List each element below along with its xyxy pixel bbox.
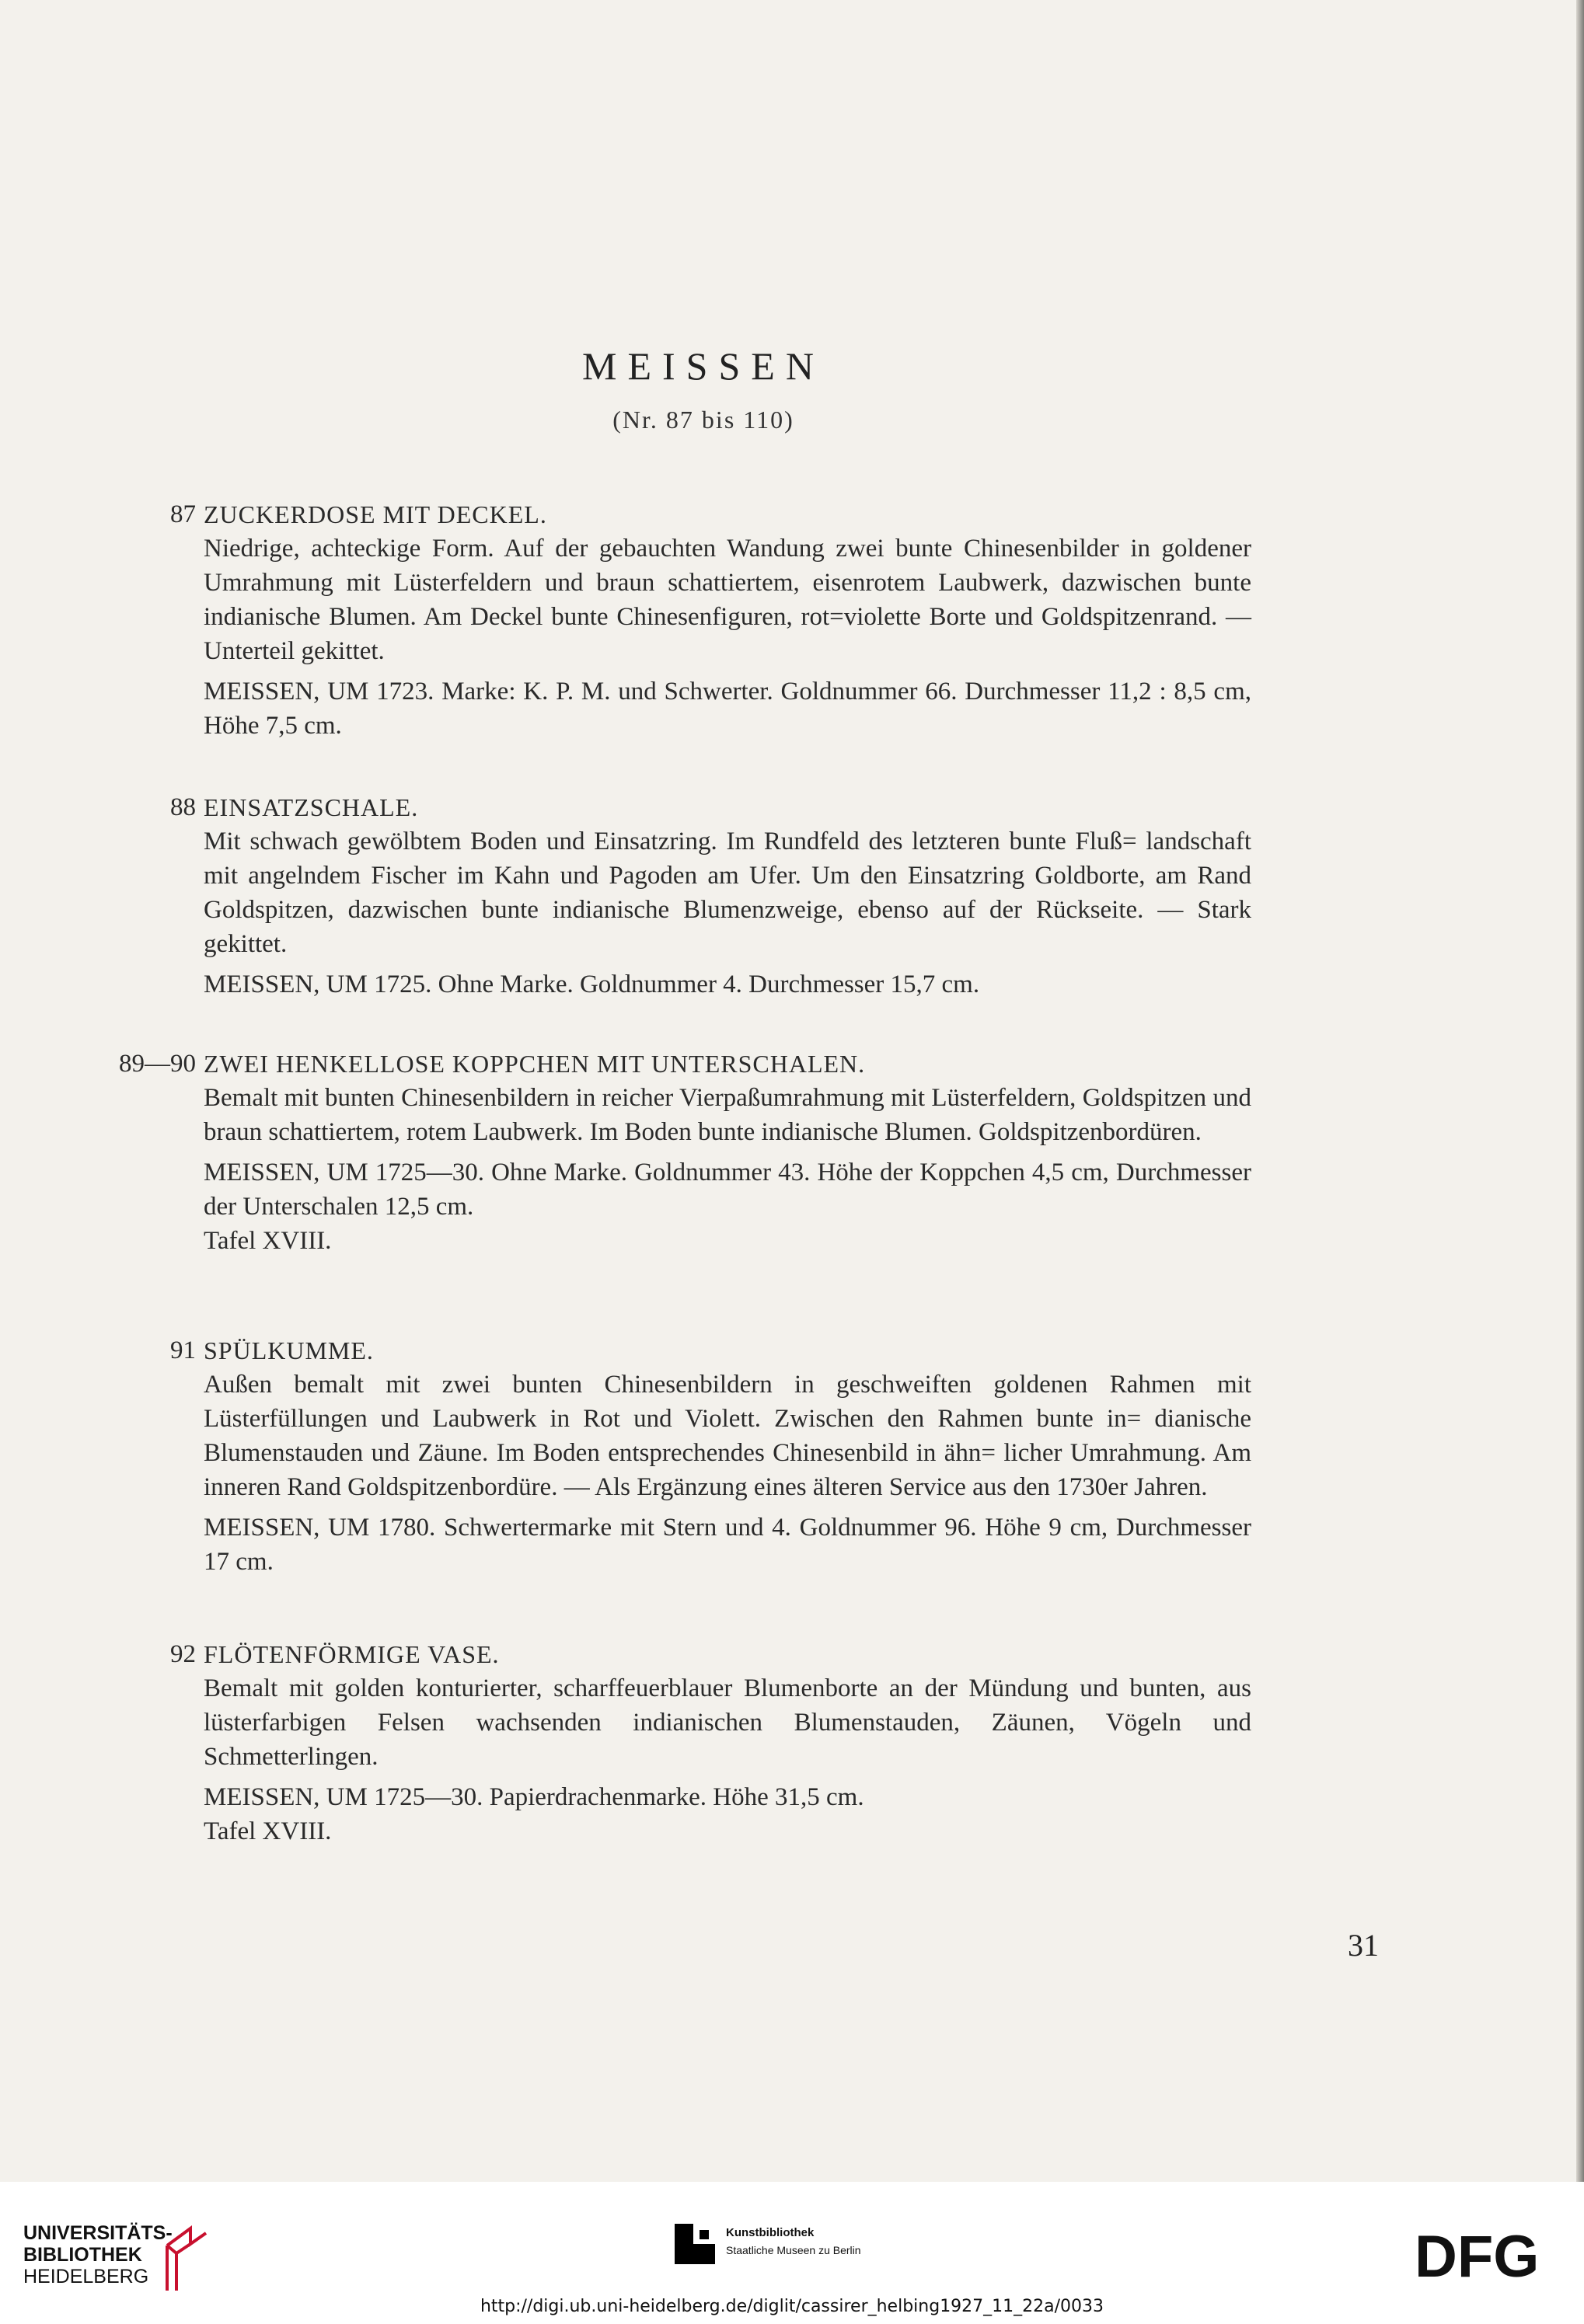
entry-number: 92 — [170, 1640, 196, 1668]
entry-description: Bemalt mit golden konturierter, scharffeuerblauer Blumenborte an der Mündung und bunten, aus lüsterfarbigen Felsen wachsenden indianischen Blumenstauden, Zäunen, Vögeln und Schmetterlingen. — [204, 1674, 1251, 1771]
entry-number: 87 — [170, 500, 196, 528]
kunstbibliothek-subtitle: Staatliche Museen zu Berlin — [726, 2244, 861, 2256]
entry-description: Bemalt mit bunten Chinesenbildern in reicher Vierpaßumrahmung mit Lüsterfeldern, Goldspitzen und braun schattiertem, rotem Laubwerk. Im Boden bunte indianische Blumen. Goldspitzenbordüren. — [204, 1084, 1251, 1146]
library-line-2: BIBLIOTHEK — [23, 2244, 142, 2266]
entry-body — [204, 1368, 1251, 1579]
university-library-logo[interactable] — [23, 2222, 173, 2287]
source-url[interactable]: http://digi.ub.uni-heidelberg.de/diglit/cassirer_helbing1927_11_22a/0033 — [480, 2297, 1104, 2316]
dfg-logo-text: DFG — [1415, 2228, 1540, 2283]
section-title: MEISSEN — [582, 344, 825, 388]
entry-plate-reference: Tafel XVIII. — [204, 1227, 332, 1255]
entry-description: Außen bemalt mit zwei bunten Chinesenbildern in geschweiften goldenen Rahmen mit Lüsterfüllungen und Laubwerk in Rot und Violett. Zwischen den Rahmen bunte in= dianische Blumenstauden und Zäune. Im Boden entsprechendes Chinesenbild in ähn= licher Umrahmung. Am inneren Rand Goldspitzenbordüre. — Als Ergänzung eines älteren Service aus den 1730er Jahren. — [204, 1371, 1251, 1501]
kunstbibliothek-text — [726, 2224, 861, 2259]
entry-info: MEISSEN, UM 1780. Schwertermarke mit Stern und 4. Goldnummer 96. Höhe 9 cm, Durchmesser 17 cm. — [204, 1514, 1251, 1576]
entry-body — [204, 531, 1251, 743]
kunstbibliothek-logo[interactable] — [675, 2224, 861, 2264]
entry-info: MEISSEN, UM 1725—30. Papierdrachenmarke. Höhe 31,5 cm. — [204, 1783, 864, 1811]
section-subtitle: (Nr. 87 bis 110) — [612, 406, 794, 434]
page-edge-shadow — [1576, 0, 1584, 2182]
library-line-1: UNIVERSITÄTS- — [23, 2222, 173, 2244]
entry-heading: FLÖTENFÖRMIGE VASE. — [204, 1640, 500, 1668]
entry-number: 88 — [170, 793, 196, 821]
entry-info: MEISSEN, UM 1725—30. Ohne Marke. Goldnummer 43. Höhe der Koppchen 4,5 cm, Durchmesser der Unterschalen 12,5 cm. — [204, 1159, 1251, 1221]
entry-body — [204, 824, 1251, 1002]
entry-plate-reference: Tafel XVIII. — [204, 1817, 332, 1845]
dfg-logo[interactable] — [1415, 2228, 1562, 2283]
entry-info: MEISSEN, UM 1725. Ohne Marke. Goldnummer 4. Durchmesser 15,7 cm. — [204, 970, 980, 998]
kunstbibliothek-title: Kunstbibliothek — [726, 2226, 815, 2239]
kunstbibliothek-emblem-icon — [675, 2224, 715, 2264]
entry-info: MEISSEN, UM 1723. Marke: K. P. M. und Schwerter. Goldnummer 66. Durchmesser 11,2 : 8,5 cm, Höhe 7,5 cm. — [204, 678, 1251, 740]
entry-number: 89—90 — [119, 1050, 196, 1078]
entry-number: 91 — [170, 1336, 196, 1364]
university-library-emblem-icon — [159, 2222, 214, 2292]
library-line-3: HEIDELBERG — [23, 2266, 149, 2287]
entry-heading: EINSATZSCHALE. — [204, 793, 419, 821]
entry-heading: SPÜLKUMME. — [204, 1336, 374, 1364]
page-number: 31 — [1348, 1928, 1379, 1963]
entry-body — [204, 1081, 1251, 1258]
entry-body — [204, 1671, 1251, 1848]
entry-heading: ZWEI HENKELLOSE KOPPCHEN MIT UNTERSCHALEN. — [204, 1050, 866, 1078]
entry-description: Mit schwach gewölbtem Boden und Einsatzring. Im Rundfeld des letzteren bunte Fluß= landschaft mit angelndem Fischer im Kahn und Pagoden am Ufer. Um den Einsatzring Goldborte, am Rand Goldspitzen, dazwischen bunte indianische Blumenzweige, ebenso auf der Rückseite. — Stark gekittet. — [204, 828, 1251, 958]
entry-description: Niedrige, achteckige Form. Auf der gebauchten Wandung zwei bunte Chinesenbilder in goldener Umrahmung mit Lüsterfeldern und braun schattiertem, eisenrotem Laubwerk, dazwischen bunte indianische Blumen. Am Deckel bunte Chinesenfiguren, rot=violette Borte und Goldspitzenrand. — Unterteil gekittet. — [204, 535, 1251, 665]
university-library-name — [23, 2222, 173, 2287]
entry-heading: ZUCKERDOSE MIT DECKEL. — [204, 500, 547, 528]
